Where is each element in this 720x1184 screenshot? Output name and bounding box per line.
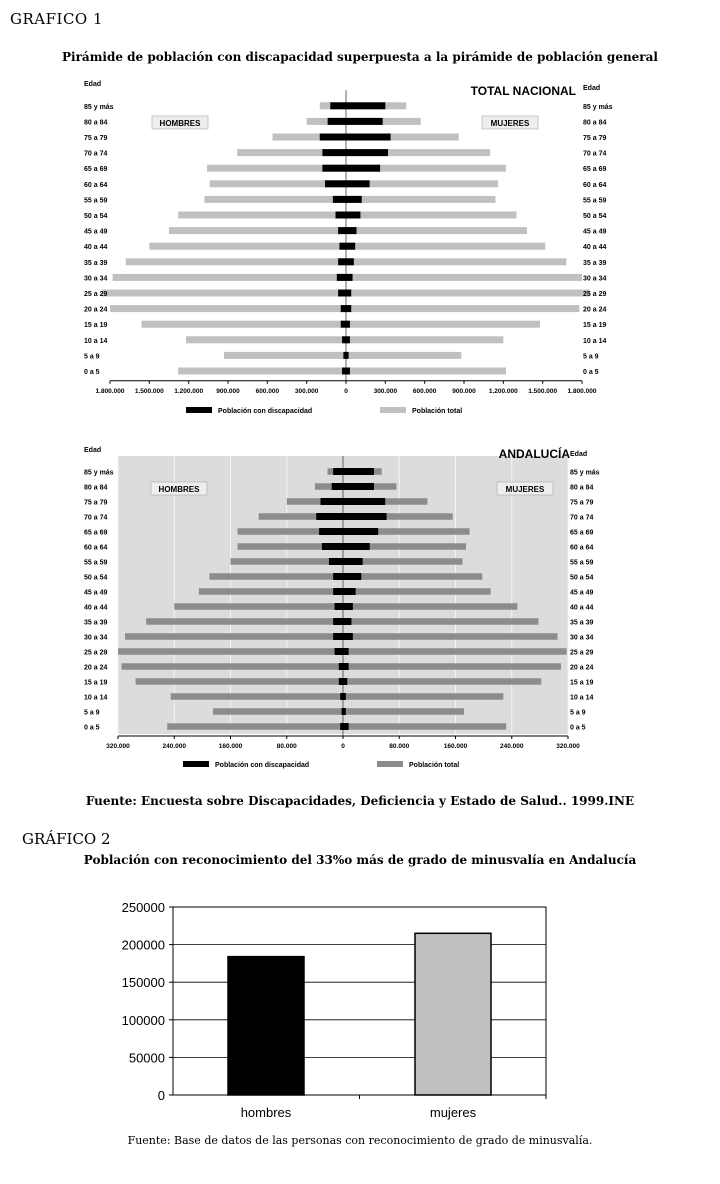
pyramid-title: TOTAL NACIONAL	[470, 84, 576, 98]
age-label-left: 45 a 49	[84, 228, 108, 236]
y-tick-label: 150000	[121, 975, 165, 991]
age-label-left: 70 a 74	[84, 514, 108, 522]
bar-total-mujeres	[346, 258, 566, 265]
age-label-left: 10 a 14	[84, 694, 108, 702]
bar-discapacidad-mujeres	[346, 196, 362, 203]
x-tick-label: 1.800.000	[95, 387, 125, 395]
bar-discapacidad-hombres	[340, 693, 343, 700]
bar-total-mujeres	[346, 336, 503, 343]
bar-discapacidad-mujeres	[343, 513, 387, 520]
bar-discapacidad-hombres	[325, 180, 346, 187]
bar-discapacidad-mujeres	[346, 290, 351, 297]
age-label-right: 35 a 39	[570, 619, 594, 627]
legend-label-total: Población total	[409, 762, 460, 769]
age-label-left: 75 a 79	[84, 135, 108, 142]
pyramid-andalucia	[0, 440, 720, 790]
x-tick-label: 240.000	[162, 743, 186, 750]
age-label-left: 15 a 19	[84, 679, 108, 687]
age-label-right: 20 a 24	[570, 664, 594, 672]
legend-label-total: Población total	[412, 408, 463, 415]
bar-total-hombres	[136, 678, 343, 685]
bar-total-hombres	[141, 321, 346, 328]
age-label-left: 65 a 69	[84, 529, 108, 537]
age-label-right: 10 a 14	[583, 337, 607, 345]
bar-total-hombres	[171, 693, 343, 700]
bar-total-hombres	[110, 305, 346, 312]
bar-discapacidad-mujeres	[346, 321, 350, 328]
bar-discapacidad-mujeres	[346, 212, 360, 219]
age-label-right: 15 a 19	[583, 322, 607, 330]
bar-total-mujeres	[346, 352, 461, 359]
bar-hombres	[228, 957, 304, 1095]
bar-discapacidad-mujeres	[346, 243, 355, 250]
bar-discapacidad-hombres	[322, 543, 343, 550]
age-label-left: 55 a 59	[84, 197, 108, 205]
age-label-left: 0 a 5	[84, 369, 100, 376]
age-label-left: 60 a 64	[84, 181, 108, 189]
bar-total-mujeres	[346, 212, 516, 219]
bar-discapacidad-mujeres	[343, 633, 353, 640]
mujeres-label: MUJERES	[490, 119, 530, 128]
bar-discapacidad-hombres	[343, 352, 346, 359]
bar-discapacidad-mujeres	[346, 134, 391, 141]
bar-total-hombres	[149, 243, 346, 250]
edad-label-right: Edad	[583, 85, 601, 92]
bar-total-hombres	[204, 196, 346, 203]
age-label-right: 55 a 59	[570, 559, 594, 567]
legend-swatch-discapacidad	[183, 761, 209, 767]
y-tick-label: 250000	[121, 900, 165, 915]
bar-discapacidad-hombres	[328, 118, 346, 125]
age-label-right: 85 y más	[583, 103, 613, 111]
y-tick-label: 100000	[121, 1012, 165, 1028]
bar-discapacidad-hombres	[341, 305, 346, 312]
age-label-right: 10 a 14	[570, 694, 594, 702]
x-tick-label: 1.500.000	[134, 387, 164, 395]
pyramid-total-nacional	[0, 76, 720, 426]
bar-discapacidad-hombres	[333, 618, 343, 625]
bar-discapacidad-mujeres	[346, 352, 349, 359]
age-label-right: 65 a 69	[583, 166, 607, 174]
bar-total-hombres	[174, 603, 343, 610]
bar-total-hombres	[209, 573, 343, 580]
edad-label-left: Edad	[84, 447, 102, 454]
age-label-left: 30 a 34	[84, 634, 108, 642]
age-label-right: 85 y más	[570, 469, 600, 477]
bar-discapacidad-mujeres	[343, 543, 370, 550]
bar-discapacidad-mujeres	[346, 149, 388, 156]
age-label-left: 45 a 49	[84, 589, 108, 597]
bar-discapacidad-mujeres	[343, 573, 361, 580]
age-label-left: 30 a 34	[84, 275, 108, 283]
age-label-right: 0 a 5	[583, 369, 599, 376]
age-label-left: 35 a 39	[84, 259, 108, 267]
bar-discapacidad-hombres	[330, 102, 346, 109]
age-label-right: 70 a 74	[583, 150, 607, 158]
age-label-right: 50 a 54	[583, 213, 607, 220]
bar-total-hombres	[113, 274, 346, 281]
x-category-label: mujeres	[429, 1105, 477, 1120]
bar-discapacidad-hombres	[332, 483, 343, 490]
bar-total-mujeres	[343, 633, 557, 640]
bar-discapacidad-hombres	[336, 212, 346, 219]
age-label-left: 20 a 24	[84, 306, 108, 314]
y-tick-label: 200000	[121, 937, 165, 953]
bar-discapacidad-hombres	[319, 528, 343, 535]
bar-discapacidad-hombres	[333, 633, 343, 640]
age-label-right: 25 a 29	[583, 291, 607, 298]
age-label-right: 40 a 44	[570, 604, 594, 612]
bar-discapacidad-mujeres	[343, 528, 378, 535]
age-label-right: 80 a 84	[583, 119, 607, 127]
age-label-left: 75 a 79	[84, 499, 108, 507]
grafico-2-heading: GRÁFICO 2	[22, 830, 111, 848]
bar-discapacidad-hombres	[337, 274, 346, 281]
bar-total-mujeres	[343, 708, 464, 715]
legend-swatch-discapacidad	[186, 407, 212, 413]
age-label-right: 45 a 49	[583, 228, 607, 236]
bar-discapacidad-hombres	[329, 558, 343, 565]
x-tick-label: 320.000	[106, 743, 130, 750]
age-label-right: 15 a 19	[570, 679, 594, 687]
age-label-left: 35 a 39	[84, 619, 108, 627]
x-tick-label: 900.000	[452, 387, 476, 395]
legend-swatch-total	[380, 407, 406, 413]
age-label-left: 85 y más	[84, 469, 114, 477]
bar-total-mujeres	[343, 723, 506, 730]
bar-discapacidad-hombres	[339, 663, 343, 670]
bar-total-hombres	[146, 618, 343, 625]
bar-discapacidad-mujeres	[343, 588, 356, 595]
x-tick-label: 80.000	[276, 743, 297, 750]
bar-total-mujeres	[343, 648, 567, 655]
bar-discapacidad-hombres	[341, 321, 346, 328]
mujeres-label: MUJERES	[505, 485, 545, 494]
bar-discapacidad-mujeres	[343, 708, 346, 715]
age-label-left: 5 a 9	[84, 353, 100, 361]
bar-discapacidad-hombres	[322, 165, 346, 172]
bar-discapacidad-mujeres	[346, 118, 383, 125]
age-label-right: 45 a 49	[570, 589, 594, 597]
age-label-left: 10 a 14	[84, 337, 108, 345]
grafico-1-title: Pirámide de población con discapacidad superpuesta a la pirámide de población general	[62, 50, 658, 64]
bar-total-mujeres	[343, 693, 503, 700]
bar-discapacidad-mujeres	[346, 305, 351, 312]
bar-total-mujeres	[346, 321, 540, 328]
age-label-left: 55 a 59	[84, 559, 108, 567]
bar-discapacidad-hombres	[338, 227, 346, 234]
pyramid-title: ANDALUCÍA	[498, 447, 570, 461]
bar-total-mujeres	[343, 603, 517, 610]
bar-discapacidad-hombres	[340, 723, 343, 730]
bar-discapacidad-hombres	[333, 573, 343, 580]
bar-discapacidad-mujeres	[343, 483, 374, 490]
x-tick-label: 300.000	[373, 387, 398, 395]
bar-discapacidad-mujeres	[343, 603, 353, 610]
bar-total-hombres	[167, 723, 343, 730]
bar-discapacidad-hombres	[338, 290, 346, 297]
bar-total-mujeres	[346, 243, 545, 250]
bar-discapacidad-mujeres	[343, 693, 346, 700]
bar-discapacidad-hombres	[333, 196, 346, 203]
bar-total-hombres	[126, 258, 346, 265]
hombres-label: HOMBRES	[158, 485, 200, 494]
hombres-label: HOMBRES	[159, 119, 201, 128]
bar-discapacidad-mujeres	[343, 558, 363, 565]
age-label-right: 70 a 74	[570, 514, 594, 522]
bar-discapacidad-mujeres	[346, 368, 350, 375]
bar-discapacidad-hombres	[339, 243, 346, 250]
x-tick-label: 0	[344, 387, 348, 395]
age-label-right: 40 a 44	[583, 244, 607, 252]
age-label-left: 50 a 54	[84, 213, 108, 220]
bar-discapacidad-mujeres	[343, 678, 347, 685]
age-label-right: 65 a 69	[570, 529, 594, 537]
age-label-left: 40 a 44	[84, 604, 108, 612]
bar-total-mujeres	[343, 663, 561, 670]
legend-label-discapacidad: Población con discapacidad	[215, 762, 310, 769]
bar-total-hombres	[199, 588, 343, 595]
age-label-left: 80 a 84	[84, 484, 108, 492]
bar-total-hombres	[118, 648, 343, 655]
bar-discapacidad-mujeres	[343, 723, 349, 730]
bar-total-hombres	[102, 290, 346, 297]
x-tick-label: 160.000	[218, 743, 243, 750]
age-label-left: 70 a 74	[84, 150, 108, 158]
bar-total-mujeres	[343, 573, 482, 580]
legend-label-discapacidad: Población con discapacidad	[218, 408, 313, 415]
age-label-left: 15 a 19	[84, 322, 108, 330]
age-label-left: 65 a 69	[84, 166, 108, 174]
x-tick-label: 300.000	[294, 387, 319, 395]
age-label-left: 60 a 64	[84, 544, 108, 552]
bar-total-hombres	[169, 227, 346, 234]
age-label-left: 5 a 9	[84, 709, 100, 717]
age-label-right: 60 a 64	[583, 181, 607, 189]
age-label-right: 30 a 34	[583, 275, 607, 283]
bar-total-mujeres	[346, 196, 495, 203]
age-label-right: 0 a 5	[570, 724, 586, 732]
age-label-left: 0 a 5	[84, 724, 100, 732]
bar-total-mujeres	[346, 305, 579, 312]
bar-total-hombres	[186, 336, 346, 343]
legend-swatch-total	[377, 761, 403, 767]
bar-discapacidad-mujeres	[346, 102, 385, 109]
x-tick-label: 240.000	[500, 743, 524, 750]
bar-mujeres	[415, 933, 491, 1095]
edad-label-left: Edad	[84, 81, 102, 88]
x-tick-label: 1.800.000	[567, 387, 597, 395]
age-label-right: 5 a 9	[570, 709, 586, 717]
y-tick-label: 0	[157, 1088, 165, 1103]
age-label-right: 30 a 34	[570, 634, 594, 642]
age-label-right: 80 a 84	[570, 484, 594, 492]
age-label-left: 85 y más	[84, 103, 114, 111]
x-tick-label: 900.000	[216, 387, 240, 395]
x-tick-label: 600.000	[255, 387, 280, 395]
bar-total-mujeres	[346, 290, 590, 297]
x-tick-label: 600.000	[412, 387, 437, 395]
bar-discapacidad-mujeres	[346, 180, 370, 187]
bar-discapacidad-mujeres	[346, 165, 380, 172]
bar-total-hombres	[178, 212, 346, 219]
bar-discapacidad-mujeres	[346, 336, 350, 343]
age-label-right: 75 a 79	[570, 499, 594, 507]
edad-label-right: Edad	[570, 451, 588, 458]
age-label-right: 20 a 24	[583, 306, 607, 314]
bar-discapacidad-mujeres	[343, 498, 385, 505]
bar-discapacidad-hombres	[333, 468, 343, 475]
grafico-1-heading: GRAFICO 1	[10, 10, 104, 28]
age-label-right: 5 a 9	[583, 353, 599, 361]
bar-discapacidad-hombres	[339, 678, 343, 685]
x-tick-label: 160.000	[443, 743, 468, 750]
age-label-right: 60 a 64	[570, 544, 594, 552]
bar-total-hombres	[178, 368, 346, 375]
bar-total-hombres	[125, 633, 343, 640]
bar-discapacidad-hombres	[342, 368, 346, 375]
age-label-left: 25 a 29	[84, 649, 108, 657]
bar-discapacidad-mujeres	[346, 274, 353, 281]
bar-discapacidad-hombres	[316, 513, 343, 520]
bar-discapacidad-hombres	[322, 149, 346, 156]
bar-discapacidad-mujeres	[343, 618, 351, 625]
bar-total-hombres	[122, 663, 343, 670]
bar-discapacidad-mujeres	[346, 227, 356, 234]
bar-discapacidad-hombres	[342, 336, 346, 343]
bar-total-mujeres	[343, 678, 541, 685]
bar-discapacidad-hombres	[320, 134, 346, 141]
age-label-left: 20 a 24	[84, 664, 108, 672]
bar-discapacidad-mujeres	[343, 468, 374, 475]
x-tick-label: 1.500.000	[528, 387, 558, 395]
x-tick-label: 80.000	[389, 743, 410, 750]
age-label-right: 50 a 54	[570, 574, 594, 582]
bar-total-mujeres	[343, 618, 538, 625]
age-label-left: 40 a 44	[84, 244, 108, 252]
x-category-label: hombres	[240, 1105, 292, 1120]
bar-discapacidad-hombres	[335, 648, 343, 655]
bar-discapacidad-hombres	[338, 258, 346, 265]
source-note-2: Fuente: Base de datos de las personas con reconocimiento de grado de minusvalía.	[127, 1134, 593, 1147]
bar-total-mujeres	[346, 274, 582, 281]
x-tick-label: 1.200.000	[488, 387, 518, 395]
bar-discapacidad-hombres	[333, 588, 343, 595]
x-tick-label: 0	[341, 743, 345, 750]
age-label-left: 25 a 29	[84, 291, 108, 298]
bar-total-mujeres	[343, 588, 491, 595]
bar-discapacidad-hombres	[335, 603, 343, 610]
y-tick-label: 50000	[128, 1050, 165, 1066]
age-label-right: 55 a 59	[583, 197, 607, 205]
bar-total-hombres	[224, 352, 346, 359]
bar-total-mujeres	[346, 368, 506, 375]
bar-total-hombres	[231, 558, 344, 565]
bar-discapacidad-mujeres	[343, 663, 349, 670]
age-label-left: 50 a 54	[84, 574, 108, 582]
age-label-right: 75 a 79	[583, 135, 607, 142]
grafico-2-title: Población con reconocimiento del 33%o más de grado de minusvalía en Andalucía	[83, 853, 637, 867]
age-label-right: 35 a 39	[583, 259, 607, 267]
bar-discapacidad-hombres	[321, 498, 344, 505]
age-label-right: 25 a 29	[570, 649, 594, 657]
bar-total-hombres	[213, 708, 343, 715]
source-note-1: Fuente: Encuesta sobre Discapacidades, Deficiencia y Estado de Salud.. 1999.INE	[85, 794, 635, 808]
bar-discapacidad-mujeres	[346, 258, 354, 265]
bar-discapacidad-mujeres	[343, 648, 349, 655]
age-label-left: 80 a 84	[84, 119, 108, 127]
x-tick-label: 320.000	[556, 743, 580, 750]
x-tick-label: 1.200.000	[174, 387, 204, 395]
bar-total-mujeres	[346, 227, 527, 234]
bar-chart-minusvalia	[0, 890, 720, 1130]
